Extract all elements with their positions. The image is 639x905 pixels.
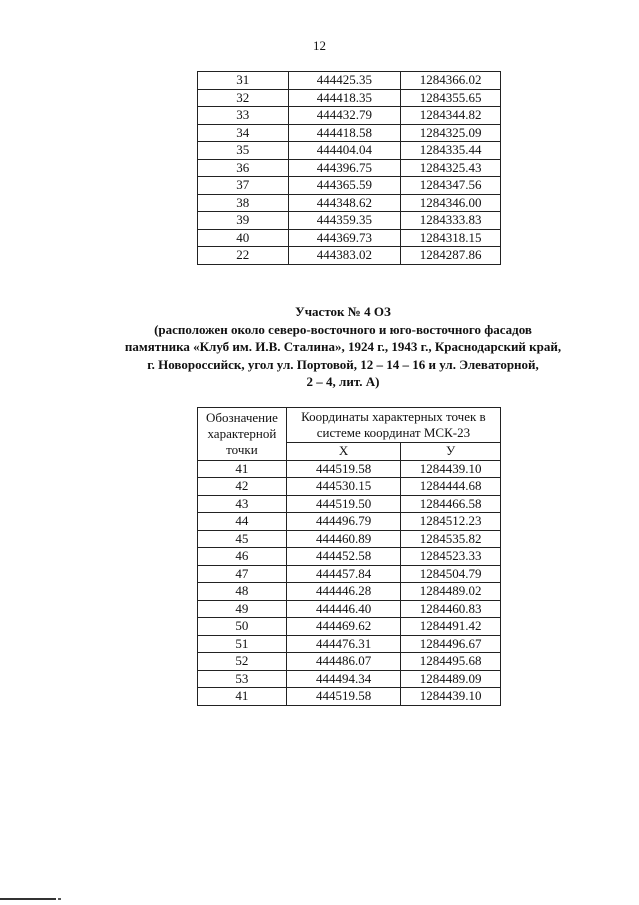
x-cell: 444425.35 bbox=[288, 72, 401, 90]
table-header bbox=[198, 408, 501, 461]
table-row bbox=[198, 212, 501, 230]
x-cell: 444432.79 bbox=[288, 107, 401, 125]
y-cell: 1284344.82 bbox=[401, 107, 501, 125]
table-row bbox=[198, 600, 501, 618]
point-cell: 49 bbox=[198, 600, 287, 618]
header-coordinates: Координаты характерных точек в системе координат МСК-23 bbox=[286, 408, 500, 443]
x-cell: 444519.50 bbox=[286, 495, 400, 513]
y-cell: 1284346.00 bbox=[401, 194, 501, 212]
y-cell: 1284366.02 bbox=[401, 72, 501, 90]
y-cell: 1284512.23 bbox=[401, 513, 501, 531]
x-cell: 444446.28 bbox=[286, 583, 400, 601]
table-row bbox=[198, 177, 501, 195]
section-title: Участок № 4 ОЗ bbox=[295, 304, 391, 319]
table-row bbox=[198, 530, 501, 548]
table-row bbox=[198, 460, 501, 478]
y-cell: 1284489.02 bbox=[401, 583, 501, 601]
point-cell: 22 bbox=[198, 247, 289, 265]
y-cell: 1284439.10 bbox=[401, 460, 501, 478]
section-description-line: г. Новороссийск, угол ул. Портовой, 12 – 14 – 16 и ул. Элеваторной, bbox=[147, 356, 539, 372]
table-row bbox=[198, 247, 501, 265]
header-point-designation: Обозначение характерной точки bbox=[198, 408, 287, 461]
y-cell: 1284523.33 bbox=[401, 548, 501, 566]
point-cell: 52 bbox=[198, 653, 287, 671]
table-row bbox=[198, 107, 501, 125]
y-cell: 1284287.86 bbox=[401, 247, 501, 265]
point-cell: 39 bbox=[198, 212, 289, 230]
point-cell: 41 bbox=[198, 460, 287, 478]
table-row bbox=[198, 688, 501, 706]
table-row bbox=[198, 478, 501, 496]
table-row bbox=[198, 89, 501, 107]
y-cell: 1284318.15 bbox=[401, 229, 501, 247]
point-cell: 35 bbox=[198, 142, 289, 160]
y-cell: 1284347.56 bbox=[401, 177, 501, 195]
y-cell: 1284325.09 bbox=[401, 124, 501, 142]
x-cell: 444460.89 bbox=[286, 530, 400, 548]
y-cell: 1284444.68 bbox=[401, 478, 501, 496]
section-description-line: 2 – 4, лит. А) bbox=[306, 374, 380, 389]
point-cell: 40 bbox=[198, 229, 289, 247]
table-row bbox=[198, 124, 501, 142]
coordinates-table-continued bbox=[197, 71, 501, 265]
section-heading bbox=[108, 303, 578, 391]
header-y: У bbox=[401, 443, 501, 461]
x-cell: 444369.73 bbox=[288, 229, 401, 247]
table-body bbox=[198, 460, 501, 705]
table-row bbox=[198, 142, 501, 160]
y-cell: 1284496.67 bbox=[401, 635, 501, 653]
point-cell: 44 bbox=[198, 513, 287, 531]
x-cell: 444396.75 bbox=[288, 159, 401, 177]
x-cell: 444359.35 bbox=[288, 212, 401, 230]
y-cell: 1284489.09 bbox=[401, 670, 501, 688]
page-number: 12 bbox=[313, 38, 326, 53]
point-cell: 46 bbox=[198, 548, 287, 566]
table-row bbox=[198, 513, 501, 531]
footer-mark bbox=[58, 898, 61, 900]
x-cell: 444494.34 bbox=[286, 670, 400, 688]
point-cell: 36 bbox=[198, 159, 289, 177]
table-row bbox=[198, 618, 501, 636]
table-row bbox=[198, 565, 501, 583]
point-cell: 37 bbox=[198, 177, 289, 195]
x-cell: 444457.84 bbox=[286, 565, 400, 583]
table-row bbox=[198, 229, 501, 247]
x-cell: 444519.58 bbox=[286, 688, 400, 706]
point-cell: 47 bbox=[198, 565, 287, 583]
x-cell: 444404.04 bbox=[288, 142, 401, 160]
x-cell: 444418.58 bbox=[288, 124, 401, 142]
table-row bbox=[198, 548, 501, 566]
section-description-line: (расположен около северо-восточного и юго-восточного фасадов bbox=[154, 321, 532, 337]
point-cell: 45 bbox=[198, 530, 287, 548]
point-cell: 51 bbox=[198, 635, 287, 653]
point-cell: 42 bbox=[198, 478, 287, 496]
footer-rule bbox=[0, 898, 56, 900]
y-cell: 1284325.43 bbox=[401, 159, 501, 177]
table-row bbox=[198, 670, 501, 688]
x-cell: 444452.58 bbox=[286, 548, 400, 566]
header-x: X bbox=[286, 443, 400, 461]
point-cell: 41 bbox=[198, 688, 287, 706]
x-cell: 444383.02 bbox=[288, 247, 401, 265]
point-cell: 34 bbox=[198, 124, 289, 142]
table-row bbox=[198, 159, 501, 177]
x-cell: 444476.31 bbox=[286, 635, 400, 653]
table-row bbox=[198, 635, 501, 653]
point-cell: 53 bbox=[198, 670, 287, 688]
y-cell: 1284460.83 bbox=[401, 600, 501, 618]
x-cell: 444348.62 bbox=[288, 194, 401, 212]
point-cell: 32 bbox=[198, 89, 289, 107]
point-cell: 43 bbox=[198, 495, 287, 513]
table-body bbox=[198, 72, 501, 265]
section-description-line: памятника «Клуб им. И.В. Сталина», 1924 г., 1943 г., Краснодарский край, bbox=[124, 339, 562, 354]
point-cell: 50 bbox=[198, 618, 287, 636]
coordinates-table bbox=[197, 407, 501, 706]
y-cell: 1284335.44 bbox=[401, 142, 501, 160]
x-cell: 444519.58 bbox=[286, 460, 400, 478]
x-cell: 444446.40 bbox=[286, 600, 400, 618]
table-row bbox=[198, 72, 501, 90]
point-cell: 33 bbox=[198, 107, 289, 125]
x-cell: 444469.62 bbox=[286, 618, 400, 636]
y-cell: 1284491.42 bbox=[401, 618, 501, 636]
x-cell: 444418.35 bbox=[288, 89, 401, 107]
x-cell: 444530.15 bbox=[286, 478, 400, 496]
x-cell: 444486.07 bbox=[286, 653, 400, 671]
header-row bbox=[198, 408, 501, 443]
y-cell: 1284439.10 bbox=[401, 688, 501, 706]
x-cell: 444496.79 bbox=[286, 513, 400, 531]
point-cell: 38 bbox=[198, 194, 289, 212]
y-cell: 1284495.68 bbox=[401, 653, 501, 671]
table-row bbox=[198, 583, 501, 601]
point-cell: 31 bbox=[198, 72, 289, 90]
table-row bbox=[198, 653, 501, 671]
table-row bbox=[198, 495, 501, 513]
y-cell: 1284333.83 bbox=[401, 212, 501, 230]
table-row bbox=[198, 194, 501, 212]
point-cell: 48 bbox=[198, 583, 287, 601]
y-cell: 1284504.79 bbox=[401, 565, 501, 583]
y-cell: 1284466.58 bbox=[401, 495, 501, 513]
x-cell: 444365.59 bbox=[288, 177, 401, 195]
y-cell: 1284355.65 bbox=[401, 89, 501, 107]
y-cell: 1284535.82 bbox=[401, 530, 501, 548]
